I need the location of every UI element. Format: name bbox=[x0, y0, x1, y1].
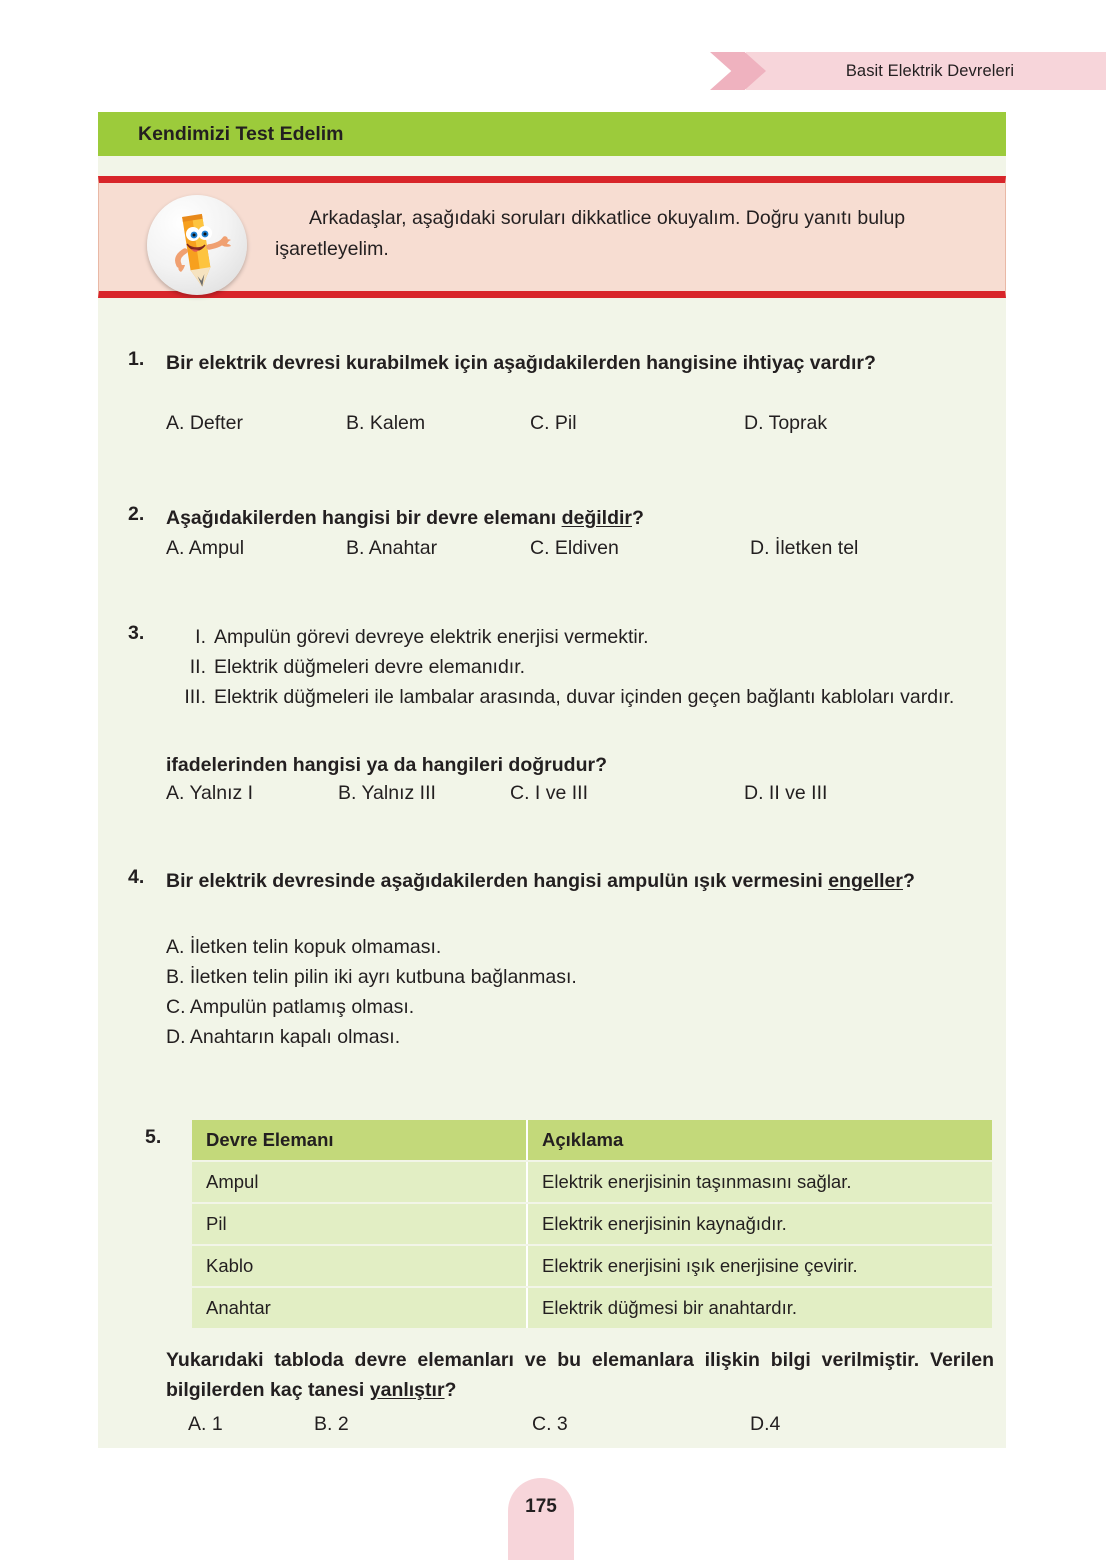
question-1-option-c[interactable]: C. Pil bbox=[530, 412, 577, 434]
question-3-option-c[interactable]: C. I ve III bbox=[510, 782, 589, 804]
question-3-statement-2-text: Elektrik düğmeleri devre elemanıdır. bbox=[214, 656, 526, 678]
instruction-callout bbox=[98, 176, 1006, 298]
table-header-devre-elemani: Devre Elemanı bbox=[192, 1120, 528, 1160]
section-title-bar bbox=[98, 112, 1006, 156]
table-cell-description: Elektrik enerjisinin kaynağıdır. bbox=[528, 1204, 992, 1244]
question-5-number: 5. bbox=[145, 1126, 162, 1148]
question-2-option-c[interactable]: C. Eldiven bbox=[530, 537, 619, 559]
question-4-number: 4. bbox=[128, 866, 145, 888]
question-5-options bbox=[188, 1413, 1016, 1443]
pencil-mascot-icon bbox=[147, 195, 247, 295]
table-row bbox=[192, 1162, 992, 1202]
question-3-statement-2-label: II. bbox=[189, 656, 206, 678]
table-cell-element: Kablo bbox=[192, 1246, 528, 1286]
table-cell-element: Pil bbox=[192, 1204, 528, 1244]
question-4-option-a[interactable]: A. İletken telin kopuk olmaması. bbox=[166, 936, 442, 958]
section-title: Kendimizi Test Edelim bbox=[138, 123, 344, 145]
question-1-option-a[interactable]: A. Defter bbox=[166, 412, 243, 434]
question-5-stem-underline: yanlıştır bbox=[369, 1379, 445, 1401]
question-3-statement-3 bbox=[166, 682, 994, 712]
question-1-stem: Bir elektrik devresi kurabilmek için aşağıdakilerden hangisine ihtiyaç vardır? bbox=[166, 352, 876, 374]
question-5-option-d[interactable]: D.4 bbox=[750, 1413, 781, 1435]
question-2-stem-underline: değildir bbox=[561, 507, 632, 529]
page-number-tab bbox=[508, 1478, 574, 1560]
page-number: 175 bbox=[525, 1496, 557, 1517]
table-row bbox=[192, 1246, 992, 1286]
question-3-option-a[interactable]: A. Yalnız I bbox=[166, 782, 254, 804]
question-2-number: 2. bbox=[128, 503, 145, 525]
table-cell-description: Elektrik düğmesi bir anahtardır. bbox=[528, 1288, 992, 1328]
question-4-option-b[interactable]: B. İletken telin pilin iki ayrı kutbuna bağlanması. bbox=[166, 966, 577, 988]
running-head bbox=[710, 52, 1106, 90]
question-3-options bbox=[166, 782, 994, 812]
question-4-stem-pre: Bir elektrik devresinde aşağıdakilerden hangisi ampulün ışık vermesini bbox=[166, 870, 829, 892]
table-header-row bbox=[192, 1120, 992, 1160]
question-3-stem: ifadelerinden hangisi ya da hangileri doğrudur? bbox=[166, 754, 607, 776]
question-2-stem-pre: Aşağıdakilerden hangisi bir devre elemanı bbox=[166, 507, 562, 529]
question-5-option-b[interactable]: B. 2 bbox=[314, 1413, 349, 1435]
question-4-stem-underline: engeller bbox=[828, 870, 903, 892]
instruction-text: Arkadaşlar, aşağıdaki soruları dikkatlice okuyalım. Doğru yanıtı bulup işaretleyelim. bbox=[275, 207, 906, 260]
table-cell-description: Elektrik enerjisini ışık enerjisine çevirir. bbox=[528, 1246, 992, 1286]
question-3-statement-1 bbox=[166, 622, 994, 652]
question-4-stem-post: ? bbox=[902, 870, 915, 892]
question-2-option-d[interactable]: D. İletken tel bbox=[750, 537, 859, 559]
table-cell-element: Anahtar bbox=[192, 1288, 528, 1328]
question-3-option-b[interactable]: B. Yalnız III bbox=[338, 782, 436, 804]
question-2-option-b[interactable]: B. Anahtar bbox=[346, 537, 438, 559]
question-2-option-a[interactable]: A. Ampul bbox=[166, 537, 245, 559]
question-2-stem bbox=[166, 503, 994, 533]
table-cell-description: Elektrik enerjisinin taşınmasını sağlar. bbox=[528, 1162, 992, 1202]
running-head-title: Basit Elektrik Devreleri bbox=[845, 62, 1015, 80]
question-2-stem-post: ? bbox=[631, 507, 644, 529]
table-header-aciklama: Açıklama bbox=[528, 1120, 992, 1160]
question-3-option-d[interactable]: D. II ve III bbox=[744, 782, 828, 804]
question-1-option-b[interactable]: B. Kalem bbox=[346, 412, 426, 434]
question-3-statement-3-text: Elektrik düğmeleri ile lambalar arasında, duvar içinden geçen bağlantı kabloları vardır. bbox=[214, 686, 955, 708]
table-row bbox=[192, 1288, 992, 1328]
question-5-stem-pre: Yukarıdaki tabloda devre elemanları ve bu elemanlara ilişkin bilgi verilmiştir. Verilen bilgilerden kaç tanesi bbox=[166, 1349, 994, 1401]
question-1-options bbox=[166, 412, 994, 442]
question-2-options bbox=[166, 537, 994, 567]
question-4-option-c[interactable]: C. Ampulün patlamış olması. bbox=[166, 996, 415, 1018]
question-3-statement-1-label: I. bbox=[195, 626, 206, 648]
devre-elemani-table bbox=[192, 1118, 992, 1330]
question-4-options bbox=[166, 932, 994, 1052]
question-1-option-d[interactable]: D. Toprak bbox=[744, 412, 828, 434]
question-3-statement-1-text: Ampulün görevi devreye elektrik enerjisi vermektir. bbox=[214, 626, 649, 648]
table-row bbox=[192, 1204, 992, 1244]
question-3-statement-3-label: III. bbox=[184, 686, 206, 708]
question-5-stem-post: ? bbox=[444, 1379, 457, 1401]
question-1-number: 1. bbox=[128, 348, 145, 370]
question-3-statement-2 bbox=[166, 652, 994, 682]
question-3-statements bbox=[166, 622, 994, 712]
question-5-option-a[interactable]: A. 1 bbox=[188, 1413, 223, 1435]
question-5-stem bbox=[166, 1345, 994, 1405]
question-3-number: 3. bbox=[128, 622, 145, 644]
question-5-option-c[interactable]: C. 3 bbox=[532, 1413, 568, 1435]
table-cell-element: Ampul bbox=[192, 1162, 528, 1202]
question-4-stem bbox=[166, 866, 994, 896]
question-4-option-d[interactable]: D. Anahtarın kapalı olması. bbox=[166, 1026, 401, 1048]
